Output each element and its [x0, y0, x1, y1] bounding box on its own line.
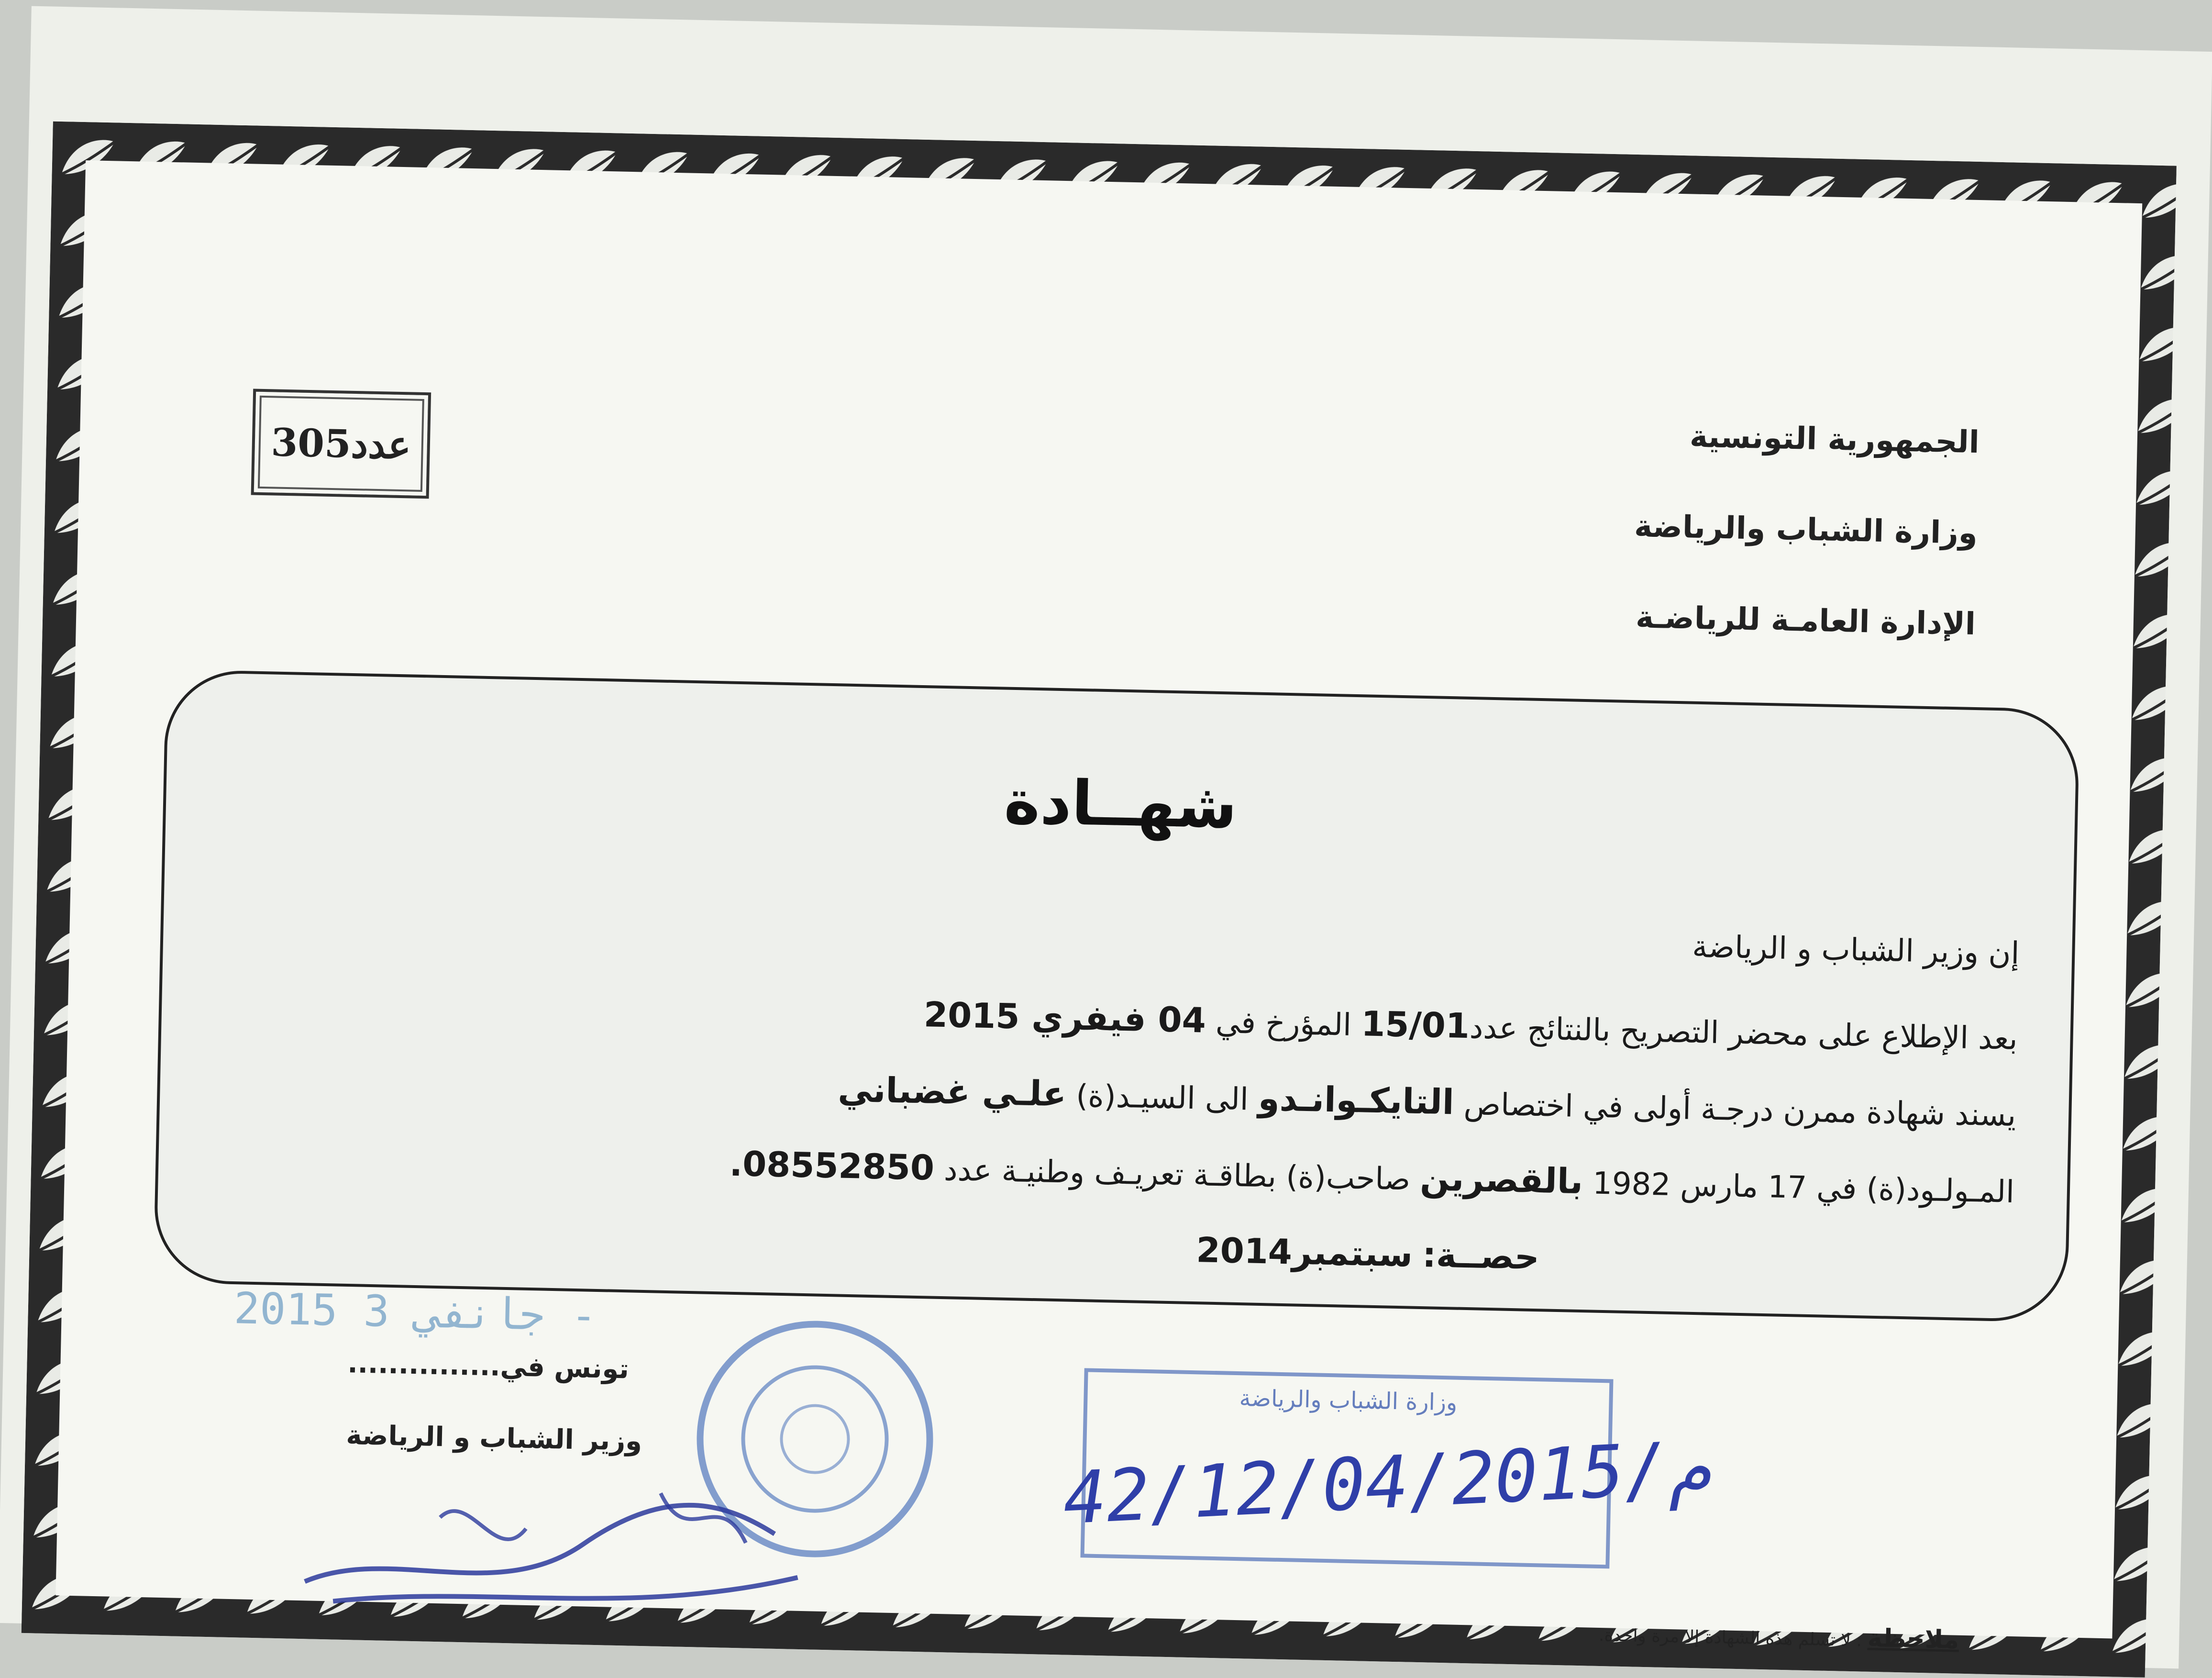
- session-label: حصــة:: [1422, 1234, 1540, 1278]
- line4-mid: صاحب(ة) بطاقـة تعريـف وطنيـة عدد: [934, 1152, 1421, 1198]
- body-line-4: [729, 1144, 2015, 1211]
- body-line-2: [923, 994, 2018, 1057]
- certificate-sheet: [0, 6, 2212, 1669]
- date-stamp: 2015 جانفي 3 -: [233, 1283, 597, 1341]
- birth-place: بالقصرين: [1419, 1157, 1583, 1202]
- header-ministry: وزارة الشباب والرياضة: [1634, 509, 1978, 552]
- registration-stamp-header: وزارة الشباب والرياضة: [1239, 1385, 1458, 1416]
- line2-mid: المؤرخ في: [1206, 1004, 1362, 1044]
- note-label: ملاحظة: [1867, 1623, 1959, 1655]
- note-text: : لا تسلم هذه الشهادة إلا مرة واحدة.: [1598, 1625, 1862, 1651]
- body-line-3: [838, 1069, 2016, 1134]
- certificate-panel: [153, 669, 2080, 1323]
- certificate-title: شهــادة: [1003, 766, 1238, 843]
- line4-prefix: المـولـود(ة) في 17 مارس 1982: [1582, 1166, 2015, 1210]
- signature-signer: وزير الشباب و الرياضة: [345, 1420, 642, 1457]
- session-value: سبتمبر2014: [1195, 1230, 1413, 1275]
- body-line-1-text: إن وزير الشباب و الرياضة: [1692, 929, 2020, 972]
- body-line-1: [1692, 929, 2020, 971]
- handwritten-signature: [294, 1457, 920, 1652]
- certificate-body: [55, 160, 2142, 1655]
- national-id: 08552850.: [729, 1143, 935, 1188]
- signature-place: تونس في...............: [347, 1348, 630, 1385]
- line3-prefix: يسند شهادة ممرن درجـة أولى في اختصاص: [1453, 1086, 2017, 1133]
- registration-number: 42/12/04/2015/م: [1061, 1425, 1713, 1541]
- line3-mid: الى السيـد(ة): [1066, 1078, 1259, 1118]
- minutes-number: 15/01: [1360, 1003, 1470, 1046]
- certificate-number: عدد305: [251, 389, 431, 499]
- body-line-5: [1196, 1230, 1540, 1277]
- holder-name: علـي غضباني: [837, 1069, 1067, 1114]
- line2-prefix: بعد الإطلاع على محضر التصريح بالنتائج عدد: [1469, 1010, 2018, 1057]
- minutes-date: 04 فيفري 2015: [923, 994, 1206, 1041]
- header-republic: الجمهورية التونسية: [1689, 419, 1980, 461]
- header-directorate: الإدارة العامـة للرياضـة: [1635, 600, 1976, 643]
- sport-name: التايكـوانـدو: [1258, 1078, 1455, 1122]
